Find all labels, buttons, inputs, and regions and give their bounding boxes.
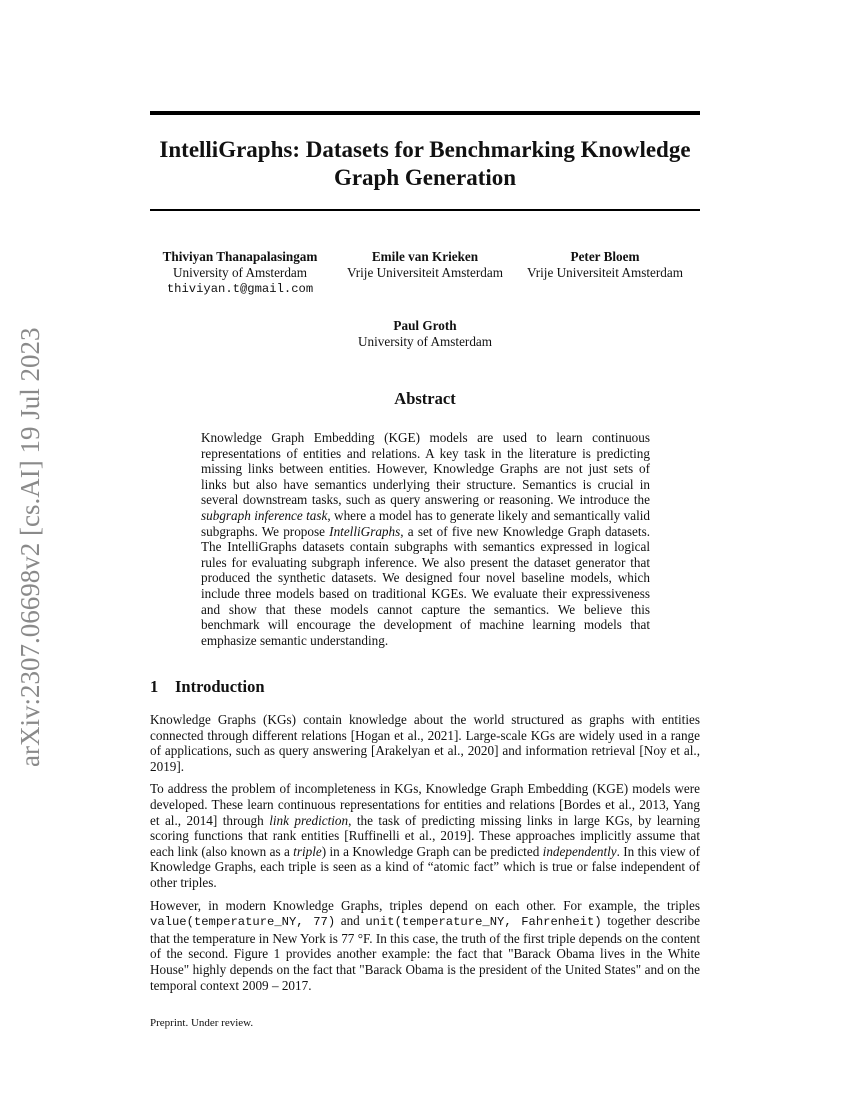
intro-paragraph: [150, 898, 700, 994]
code-triple: unit(temperature_NY, Fahrenheit): [365, 915, 602, 930]
emphasis: link prediction: [269, 812, 349, 828]
text-run: and: [335, 913, 366, 929]
title-bottom-rule: [150, 209, 700, 211]
paper-title: IntelliGraphs: Datasets for Benchmarking Knowledge Graph Generation: [159, 137, 691, 190]
intro-paragraph: [150, 781, 700, 890]
abstract-text-run: , a set of five new Knowledge Graph datasets. The IntelliGraphs datasets contain subgraphs with semantics expressed in logical rules for evaluating subgraph inference. We also present the dataset generator that produced the synthetic datasets. We designed four novel baseline models, which include three models based on traditional KGEs. We evaluate their expressiveness and show that these models cannot capture the semantics. We believe this benchmark will encourage the development of machine learning models that emphasize semantic understanding.: [201, 523, 650, 648]
text-run: , the task of predicting missing links in large KGs, by learning scoring functions that rank entities [Ruffinelli et al., 2019]. These approaches implicitly assume that each link (also known as a: [150, 812, 701, 859]
author-name: Thiviyan Thanapalasingam: [162, 249, 318, 264]
author-name: Paul Groth: [393, 318, 457, 333]
author-affiliation: Vrije Universiteit Amsterdam: [347, 265, 503, 280]
abstract-emphasis: subgraph inference task: [201, 507, 328, 523]
emphasis: independently: [542, 843, 617, 859]
arxiv-identifier: arXiv:2307.06698v2 [cs.AI] 19 Jul 2023: [15, 327, 45, 767]
author-block: [335, 318, 515, 350]
author-email: thiviyan.t@gmail.com: [166, 282, 314, 296]
abstract-text-run: , where a model has to generate likely and semantically valid subgraphs. We propose: [201, 507, 650, 539]
author-affiliation: University of Amsterdam: [172, 265, 308, 280]
author-block: [335, 249, 515, 281]
text-run: To address the problem of incompleteness in KGs, Knowledge Graph Embedding (KGE) models were developed. These learn continuous representations for entities and relations [Bordes et al., 2013, Yang et al., 2014] through: [150, 781, 700, 828]
author-affiliation: University of Amsterdam: [357, 334, 493, 349]
abstract-text: [201, 430, 650, 648]
section-heading: [150, 677, 700, 697]
intro-paragraph: Knowledge Graphs (KGs) contain knowledge about the world structured as graphs with entities connected through different relations [Hogan et al., 2021]. Large-scale KGs are widely used in a range of applications, such as query answering [Arakelyan et al., 2020] and information retrieval [Noy et al., 2019].: [150, 712, 700, 774]
author-block: [515, 249, 695, 281]
abstract-heading: Abstract: [394, 389, 456, 408]
footer-note: Preprint. Under review.: [150, 1017, 254, 1029]
section-title: Introduction: [175, 677, 265, 696]
title-top-rule: [150, 111, 700, 115]
text-run: . In this view of Knowledge Graphs, each triple is seen as a kind of “atomic fact” which is true or false independent of other triples.: [150, 843, 700, 890]
text-run: ) in a Knowledge Graph can be predicted: [321, 843, 543, 859]
author-affiliation: Vrije Universiteit Amsterdam: [527, 265, 683, 280]
abstract-emphasis: IntelliGraphs: [329, 523, 401, 539]
text-run: However, in modern Knowledge Graphs, triples depend on each other. For example, the triples: [150, 897, 700, 913]
emphasis: triple: [293, 843, 322, 859]
text-run: together describe that the temperature in New York is 77 °F. In this case, the truth of the first triple depends on the content of the second. Figure 1 provides another example: the fact that "Barack Obama lives in the White House" highly depends on the fact that "Barack Obama is the president of the United States" and on the temporal context 2009 – 2017.: [150, 913, 700, 993]
author-name: Emile van Krieken: [371, 249, 479, 264]
author-name: Peter Bloem: [570, 249, 640, 264]
author-block: [155, 249, 325, 297]
code-triple: value(temperature_NY, 77): [150, 915, 336, 930]
section-number: 1: [150, 677, 159, 696]
abstract-text-run: Knowledge Graph Embedding (KGE) models are used to learn continuous representations of entities and relations. A key task in the literature is predicting missing links between entities. However, Knowledge Graphs are not just sets of links but also have semantics underlying their structure. Semantics is crucial in several downstream tasks, such as query answering or reasoning. We introduce the: [201, 430, 650, 508]
introduction-body: [150, 712, 700, 1000]
